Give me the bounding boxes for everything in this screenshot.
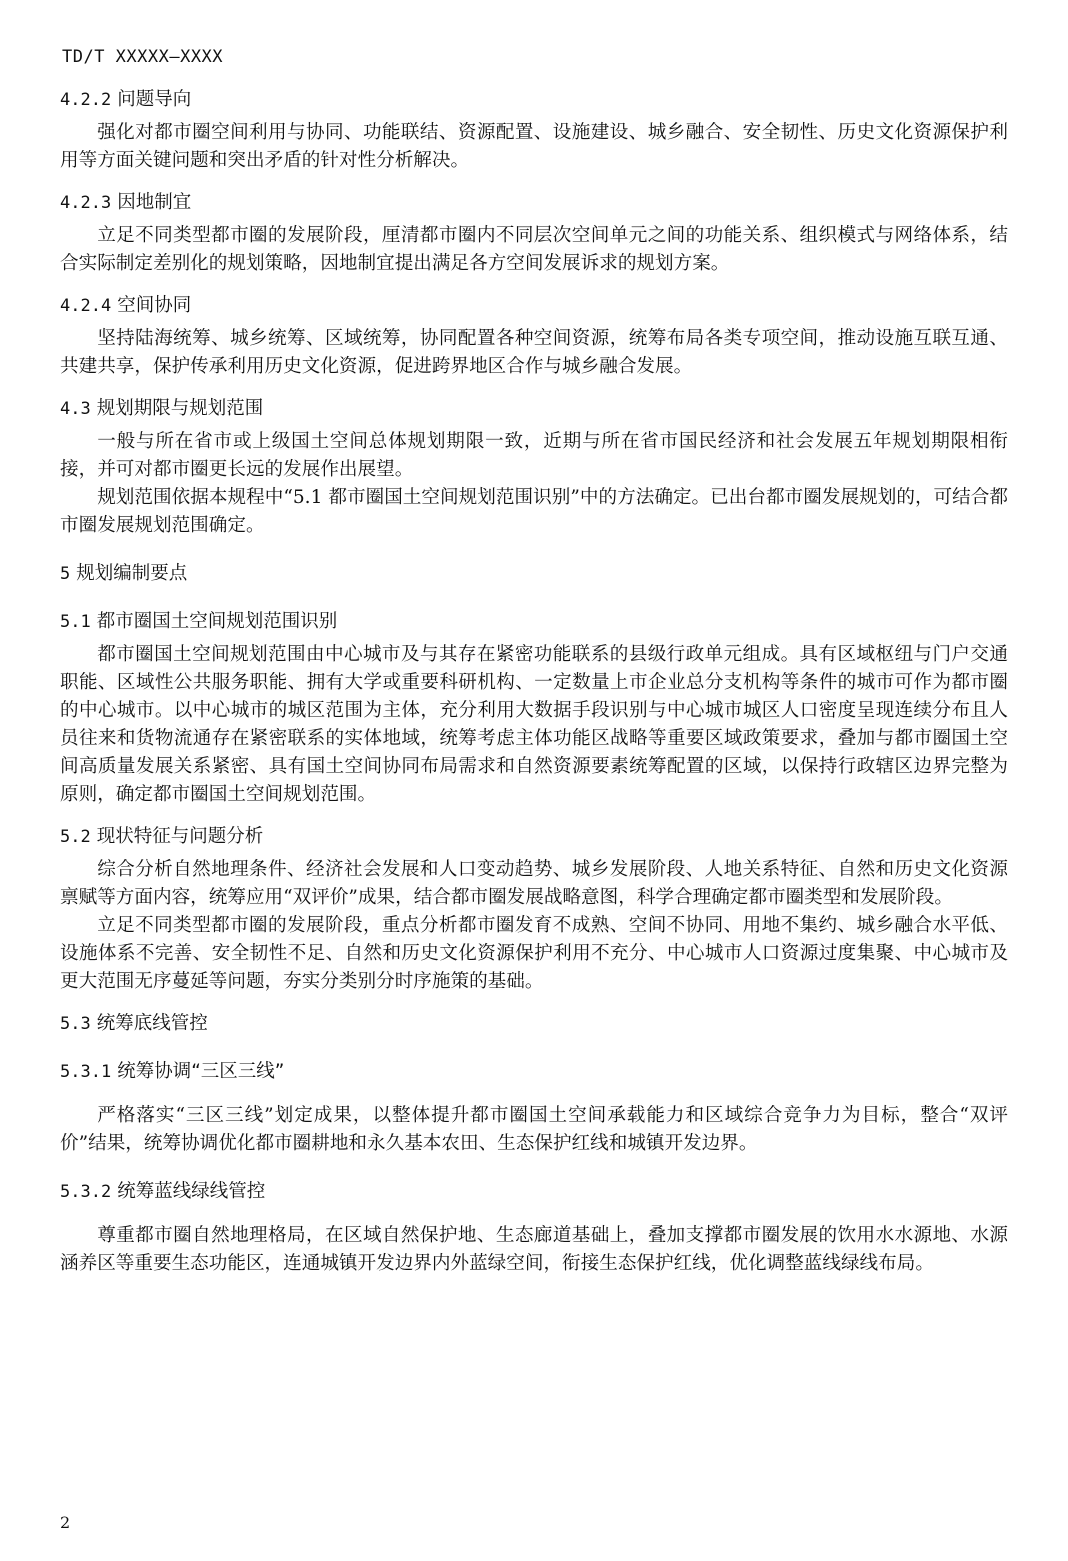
heading-5 [60,560,1008,588]
heading-number: 4.2.4 [60,296,112,316]
heading-number: 5.3.2 [60,1182,112,1202]
paragraph: 规划范围依据本规程中“5.1 都市圈国土空间规划范围识别”中的方法确定。已出台都市圈发展规划的，可结合都市圈发展规划范围确定。 [60,487,1008,536]
paragraph: 立足不同类型都市圈的发展阶段，重点分析都市圈发育不成熟、空间不协同、用地不集约、城乡融合水平低、设施体系不完善、安全韧性不足、自然和历史文化资源保护利用不充分、中心城市人口资源过度集聚、中心城市及更大范围无序蔓延等问题，夯实分类别分时序施策的基础。 [60,915,1008,992]
heading-title: 统筹协调“三区三线” [117,1061,285,1082]
heading-number: 4.3 [60,399,91,419]
heading-4-2-2 [60,86,1008,114]
heading-5-1 [60,608,1008,636]
heading-number: 4.2.3 [60,193,112,213]
heading-title: 都市圈国土空间规划范围识别 [96,611,338,632]
heading-5-3-2 [60,1178,1008,1206]
heading-number: 5.2 [60,827,91,847]
heading-title: 问题导向 [117,89,192,110]
paragraph: 坚持陆海统筹、城乡统筹、区域统筹，协同配置各种空间资源，统筹布局各类专项空间，推动设施互联互通、共建共享，保护传承利用历史文化资源，促进跨界地区合作与城乡融合发展。 [60,328,1008,377]
document-body [60,86,1008,1278]
heading-4-2-3 [60,189,1008,217]
paragraph: 综合分析自然地理条件、经济社会发展和人口变动趋势、城乡发展阶段、人地关系特征、自然和历史文化资源禀赋等方面内容，统筹应用“双评价”成果，结合都市圈发展战略意图，科学合理确定都市圈类型和发展阶段。 [60,859,1008,908]
heading-4-3 [60,395,1008,423]
heading-title: 规划编制要点 [76,563,188,584]
paragraph: 严格落实“三区三线”划定成果，以整体提升都市圈国土空间承载能力和区域综合竞争力为目标，整合“双评价”结果，统筹协调优化都市圈耕地和永久基本农田、生态保护红线和城镇开发边界。 [60,1105,1008,1154]
heading-number: 5 [60,564,71,584]
heading-4-2-4 [60,292,1008,320]
heading-5-2 [60,823,1008,851]
paragraph: 尊重都市圈自然地理格局，在区域自然保护地、生态廊道基础上，叠加支撑都市圈发展的饮用水水源地、水源涵养区等重要生态功能区，连通城镇开发边界内外蓝绿空间，衔接生态保护红线，优化调整蓝线绿线布局。 [60,1225,1008,1274]
page-number: 2 [60,1513,71,1532]
heading-title: 统筹底线管控 [96,1013,208,1034]
document-code-header: TD/T XXXXX—XXXX [62,47,224,67]
heading-number: 4.2.2 [60,90,112,110]
heading-number: 5.3 [60,1014,91,1034]
heading-number: 5.1 [60,612,91,632]
paragraph: 都市圈国土空间规划范围由中心城市及与其存在紧密功能联系的县级行政单元组成。具有区域枢纽与门户交通职能、区域性公共服务职能、拥有大学或重要科研机构、一定数量上市企业总分支机构等条件的城市可作为都市圈的中心城市。以中心城市的城区范围为主体，充分利用大数据手段识别与中心城市城区人口密度呈现连续分布且人员往来和货物流通存在紧密联系的实体地域，统筹考虑主体功能区战略等重要区域政策要求，叠加与都市圈国土空间高质量发展关系紧密、具有国土空间协同布局需求和自然资源要素统筹配置的区域，以保持行政辖区边界完整为原则，确定都市圈国土空间规划范围。 [60,644,1008,805]
heading-title: 统筹蓝线绿线管控 [117,1181,266,1202]
heading-5-3 [60,1010,1008,1038]
paragraph: 强化对都市圈空间利用与协同、功能联结、资源配置、设施建设、城乡融合、安全韧性、历史文化资源保护利用等方面关键问题和突出矛盾的针对性分析解决。 [60,122,1008,171]
paragraph: 立足不同类型都市圈的发展阶段，厘清都市圈内不同层次空间单元之间的功能关系、组织模式与网络体系，结合实际制定差别化的规划策略，因地制宜提出满足各方空间发展诉求的规划方案。 [60,225,1008,274]
heading-5-3-1 [60,1058,1008,1086]
heading-title: 规划期限与规划范围 [96,398,264,419]
paragraph: 一般与所在省市或上级国土空间总体规划期限一致，近期与所在省市国民经济和社会发展五年规划期限相衔接，并可对都市圈更长远的发展作出展望。 [60,431,1008,480]
heading-title: 现状特征与问题分析 [96,826,264,847]
heading-title: 空间协同 [117,295,192,316]
heading-title: 因地制宜 [117,192,192,213]
heading-number: 5.3.1 [60,1062,112,1082]
